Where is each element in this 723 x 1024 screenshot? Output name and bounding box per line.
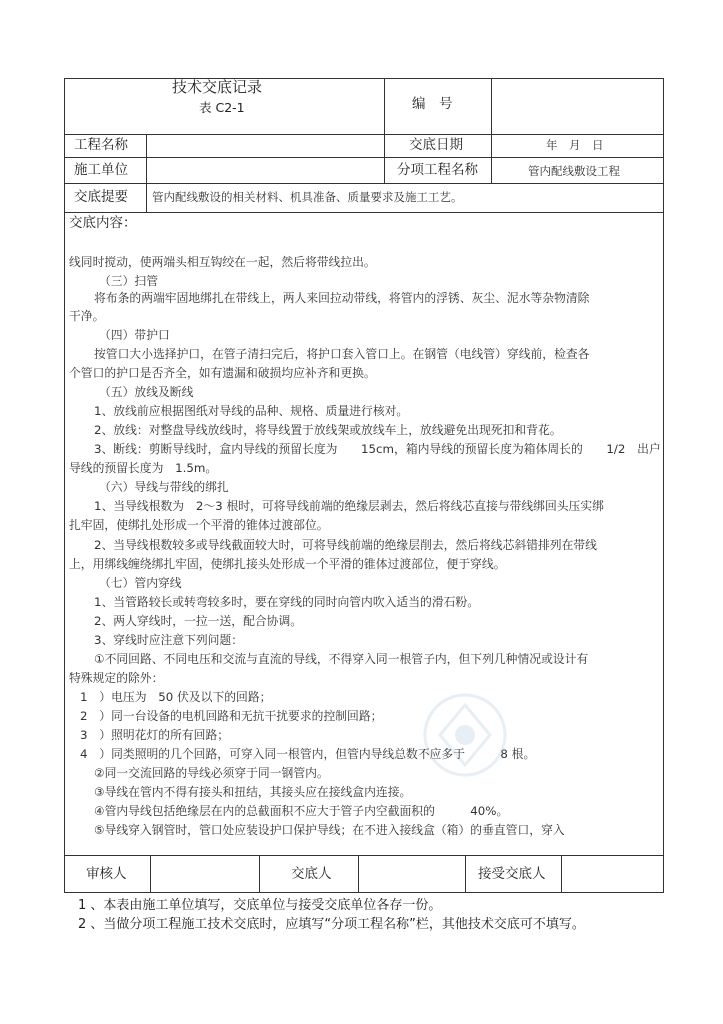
col-divider: [146, 134, 147, 212]
content-line: （五）放线及断线: [99, 385, 194, 399]
content-line: 2、两人穿线时，一拉一送，配合协调。: [94, 614, 303, 628]
content-line: 2、当导线根数较多或导线截面较大时，可将导线前端的绝缘层削去，然后将线芯斜错排列在带线: [94, 538, 597, 552]
col-divider: [491, 78, 492, 134]
row-divider: [64, 183, 664, 184]
content-line: 导线的预留长度为 1.5m。: [69, 461, 218, 475]
col-divider: [491, 134, 492, 183]
content-line: 个管口的护口是否齐全，如有遗漏和破损均应补齐和更换。: [69, 366, 376, 380]
col-divider: [259, 855, 260, 893]
content-line: （六）导线与带线的绑扎: [99, 480, 229, 494]
row-divider: [64, 212, 664, 213]
content-line: （三）扫管: [99, 274, 158, 288]
presenter-label: 交底人: [291, 866, 332, 882]
content-line: （四）带护口: [99, 328, 170, 342]
col-divider: [465, 855, 466, 893]
sub-project-value[interactable]: 管内配线敷设工程: [528, 164, 620, 178]
content-line: 2 ）同一台设备的电机回路和无抗干扰要求的控制回路；: [80, 709, 383, 723]
content-line: 4 ）同类照明的几个回路，可穿入同一根管内，但管内导线总数不应多于 8 根。: [80, 747, 536, 761]
watermark-logo: [420, 690, 510, 780]
row-divider: [64, 134, 664, 135]
content-line: ③导线在管内不得有接头和扭结，其接头应在接线盒内连接。: [94, 785, 412, 799]
content-line: 1 ）电压为 50 伏及以下的回路；: [80, 690, 272, 704]
content-line: 上，用绑线缠绕绑扎牢固，使绑扎接头处形成一个平滑的锥体过渡部位，便于穿线。: [69, 557, 506, 571]
sub-project-label: 分项工程名称: [397, 162, 478, 178]
content-line: 1、放线前应根据图纸对导线的品种、规格、质量进行核对。: [94, 404, 409, 418]
col-divider: [150, 855, 151, 893]
project-name-label: 工程名称: [74, 137, 128, 153]
col-divider: [561, 855, 562, 893]
content-line: （七）管内穿线: [99, 576, 182, 590]
row-divider: [64, 157, 664, 158]
content-line: ①不同回路、不同电压和交流与直流的导线，不得穿入同一根管子内，但下列几种情况或设计有: [94, 652, 589, 666]
receiver-label: 接受交底人: [478, 866, 546, 882]
reviewer-label: 审核人: [86, 866, 127, 882]
content-line: 特殊规定的除外：: [69, 671, 164, 685]
content-line: 1、当管路较长或转弯较多时，要在穿线的同时向管内吹入适当的滑石粉。: [94, 595, 480, 609]
number-label: 编 号: [412, 96, 453, 112]
content-line: 按管口大小选择护口，在管子清扫完后，将护口套入管口上。在钢管（电线管）穿线前，检查各: [94, 347, 590, 361]
content-line: 3、穿线时应注意下列问题：: [94, 633, 244, 647]
content-line: 线同时搅动，使两端头相互钩绞在一起，然后将带线拉出。: [69, 255, 376, 269]
content-line: 2、放线：对整盘导线放线时，将导线置于放线架或放线车上，放线避免出现死扣和背花。: [94, 423, 562, 437]
construction-unit-label: 施工单位: [74, 162, 128, 178]
summary-value[interactable]: 管内配线敷设的相关材料、机具准备、质量要求及施工工艺。: [152, 190, 463, 204]
content-line: ⑤导线穿入钢管时，管口处应装设护口保护导线；在不进入接线盒（箱）的垂直管口，穿入: [94, 823, 565, 837]
content-line: 扎牢固，使绑扎处形成一个平滑的锥体过渡部位。: [69, 518, 329, 532]
content-line: 干净。: [69, 309, 105, 323]
content-label: 交底内容：: [69, 215, 137, 231]
col-divider: [384, 78, 385, 134]
content-line: 1、当导线根数为 2～3 根时，可将导线前端的绝缘层剥去，然后将线芯直接与带线绑回头压实绑: [94, 499, 604, 513]
date-label: 交底日期: [409, 137, 463, 153]
row-divider: [64, 855, 664, 856]
content-line: 3、断线：剪断导线时，盒内导线的预留长度为 15cm，箱内导线的预留长度为箱体周长的 1/2 出户: [94, 442, 661, 456]
col-divider: [384, 134, 385, 183]
content-line: ②同一交流回路的导线必须穿于同一钢管内。: [94, 766, 329, 780]
content-line: 将布条的两端牢固地绑扎在带线上，两人来回拉动带线，将管内的浮锈、灰尘、泥水等杂物清除: [94, 291, 590, 305]
footnote: 1 、本表由施工单位填写，交底单位与接受交底单位各存一份。: [78, 898, 442, 913]
footnote: 2 、当做分项工程施工技术交底时，应填写“分项工程名称”栏，其他技术交底可不填写。: [78, 917, 585, 932]
summary-label: 交底提要: [74, 189, 128, 205]
form-title: 技术交底记录: [172, 78, 263, 96]
content-line: 3 ）照明花灯的所有回路；: [80, 728, 230, 742]
content-line: ④管内导线包括绝缘层在内的总截面积不应大于管子内空截面积的 40%。: [94, 804, 509, 818]
form-code: 表 C2-1: [199, 100, 245, 115]
col-divider: [358, 855, 359, 893]
date-value[interactable]: 年 月 日: [546, 138, 604, 152]
